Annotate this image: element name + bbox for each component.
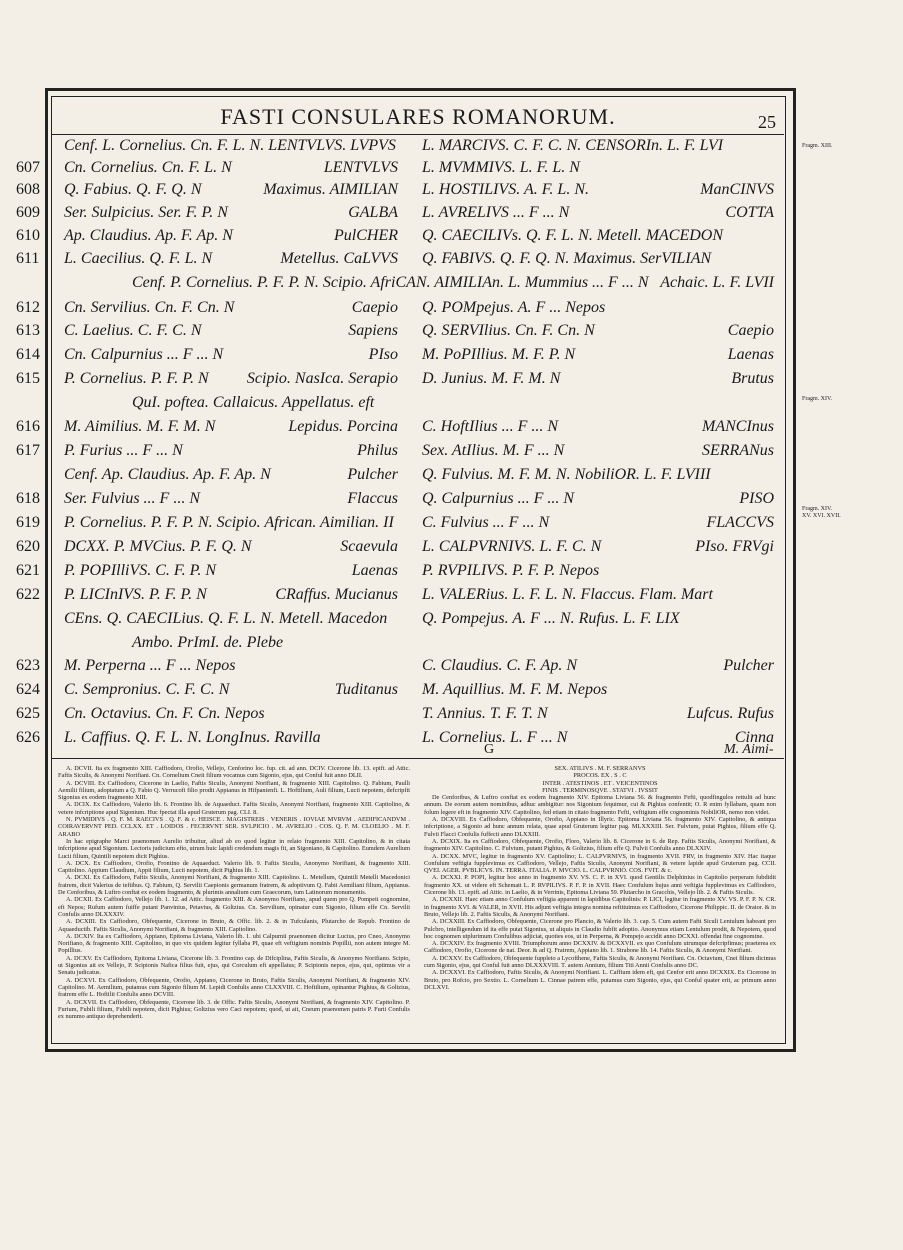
left-consul: M. Aimilius. M. F. M. N [64,418,216,435]
table-row [16,442,784,466]
left-consul: C. Sempronius. C. F. C. N [64,681,230,698]
year-cell: 610 [16,227,40,244]
left-cognomen: Philus [357,442,398,459]
right-cognomen: COTTA [725,204,774,221]
left-consul: Cenf. L. Cornelius. Cn. F. L. N. LENTVLVS. LVPVS [64,137,396,154]
table-row [52,274,784,298]
left-consul: P. POPIlliVS. C. F. P. N [64,562,217,579]
right-consul: T. Annius. T. F. T. N [422,705,548,722]
footnote-paragraph: N. PVMIDIVS . Q. F. M. RAECIVS . Q. F. & c. HEISCE . MAGISTREIS . VENERIS . IOVIAE MVRVM . AEDIFICANDVM . COIRAVERVNT PED. CCLXX. ET . LOIDOS . FECERVNT SER. SVLPICIO . M. AVRELIO . COS. Q. F. M. CLOELIO . M. F. ARABO [58,816,410,838]
margin-note: Fragm. XIV. XV. XVI. XVII. [802,506,841,519]
right-cognomen: ManCINVS [700,181,774,198]
left-consul: Ser. Sulpicius. Ser. F. P. N [64,204,228,221]
right-cognomen: Caepio [727,322,774,339]
right-cognomen: Laenas [727,346,774,363]
table-row [52,634,784,658]
signature-mark: G [484,742,495,757]
year-cell: 612 [16,299,40,316]
table-row [52,466,784,490]
right-cognomen: PIso. FRVgi [695,538,774,555]
left-consul: P. Furius ... F ... N [64,442,183,459]
footnotes-left-column [58,765,410,1035]
footnote-paragraph: De Cenforibus, & Luftro conftat ex eodem fragmento XIV. Epitoma Liviana 56. & fragmento Fefti, quodfingulos rettulit ad hunc annum. De eorum autem nominibus, adhuc ambigitur: nos Sigonium fequimur, cui & Pighius confentit; O. R enim fyllabam, quam non folum legere eft in fragmento XIV. Capitolino, fed etiam in citato fragmento Fefti, veftigium effe cognominis NobiliOR, nemo non videt. [424,794,776,816]
right-cognomen: PISO [739,490,774,507]
footnote-paragraph: A. DCXXIV. Ex fragmento XVIII. Triumphorum anno DCXXIV. & DCXXVII. ex quo Confulum utrumque defcripfimus; praeterea ex Caffiodoro, Orofio, Cicerone de nat. Deor. & ad Q. Fratrem, Appiano lib. 1. Strabone lib. 14. Faftis Siculis, & Anonymi Norifiani. [424,940,776,955]
table-row [16,538,784,562]
right-cognomen: Lufcus. Rufus [686,705,774,722]
right-consul: L. CALPVRNIVS. L. F. C. N [422,538,602,555]
footnote-paragraph: A. DCXXII. Haec etiam anno Confulum veftigia apparent in lapidibus Capitolinis: P. LICI, legitur in fragmento XV. VS. P. F. P. N. CR. in fragmento XVI. & VALER, in XVII. His adjunt veftigia integra nomina reftituimus ex Caffiodoro, Cicerone Philippic. II. de Orator. & in Bruto, Vellejo lib. 2. Faftis Siculis, & Anonymi Norifiani. [424,896,776,918]
footnote-paragraph: A. DCXVIII. Ex Caffiodoro, Obfequente, Orofio, Appiano in Illyric. Epitoma Liviana 56. fragmento XIV. Capitolino, & antiqua infcriptione, a Sigonio ad hunc annum relata, quae apud Gruterum legitur pag. MLXXXIII. Ser. Fulvium, putat Pighius, filium effe Q. Fulvii Flacci Confulis fuffecti anno DLXXIII. [424,816,776,838]
left-consul: L. Caffius. Q. F. L. N. LongInus. Ravilla [64,729,321,746]
year-cell: 617 [16,442,40,459]
left-consul: Cenf. Ap. Claudius. Ap. F. Ap. N [64,466,271,483]
year-cell: 609 [16,204,40,221]
page-number: 25 [758,112,776,132]
left-cognomen: Tuditanus [334,681,398,698]
table-row [16,322,784,346]
left-consul: Q. Fabius. Q. F. Q. N [64,181,202,198]
year-cell: 619 [16,514,40,531]
table-row [16,346,784,370]
table-row [16,705,784,729]
left-consul: P. Cornelius. P. F. P. N [64,370,209,387]
left-consul: CEns. Q. CAECILius. Q. F. L. N. Metell. Macedon [64,610,388,627]
left-consul: C. Laelius. C. F. C. N [64,322,202,339]
footnote-paragraph: A. DCXIV. Ita ex Caffiodoro, Appiano, Epitoma Liviana, Valerio lib. 1. ubi Calpurnii praenomen dicitur Lucius, pro Cneo, Anonymo Norifiano, & fragmento XIII. Capitolino, in quo vix quidem legitur fyllaba PI, quae eft veftigium nominis Popillii, non autem integre M. Popillius. [58,932,410,955]
left-cognomen: GALBA [348,204,398,221]
table-row [16,159,784,183]
full-line: QuI. poftea. Callaicus. Appellatus. eft [132,394,375,411]
inscription-line: PROCOS. EX . S . C [573,772,627,780]
inscription-block [424,765,776,794]
footnote-paragraph: In hac epigraphe Marci praenomen Aurelio tribuitur, aliud ab eo quod legitur in relato fragmento XIII. Capitolino, & in citata infcriptione apud Sigonium. Lectoris judicium efto, utrum huic lapidi credendum magis fit, an Sigoniano, & Capitolino. Eumdem Aurelium Lucii filium, Quintili nepotem dicit Pighius. [58,837,410,860]
year-cell: 624 [16,681,40,698]
footnote-paragraph: A. DCXV. Ex Caffiodoro, Epitoma Liviana, Cicerone lib. 3. Frontino cap. de Difciplina, Faftis Siculis, & Anonymo Norifiano. Scipio, ut Sigonius ait ex Vellejo, P. Scipionis Nafica filius fuit, ejus, qui Corculum eft appellatus; P. Scipionis nepos, ejus, qui, optimus vir a Senatu judicatus. [58,954,410,977]
right-consul: C. HoftIlius ... F ... N [422,418,559,435]
left-cognomen: Lepidus. Porcina [288,418,398,435]
left-cognomen: Maximus. AIMILIAN [263,181,398,198]
table-row [16,657,784,681]
left-cognomen: Pulcher [347,466,398,483]
footnote-paragraph: A. DCXVI. Ex Caffiodoro, Obfequente, Orofio, Appiano, Cicerone in Bruto, Faftis Siculis, Anonymi Norifiani, & fragmento XIV. Capitolino. M. Aemilium, putamus cum Sigonio filium M. Lepidi Confulis anno CLXXVIII. C. Hoftilium, opinantur Pighius, & Goltzius, fratrem effe L. Hoftilii Confulis anno DCVIII. [58,976,410,999]
footnotes-right-column [424,765,776,1035]
year-cell: 607 [16,159,40,176]
right-consul: L. VALERius. L. F. L. N. Flaccus. Flam. Mart [422,586,713,603]
left-consul: Cn. Cornelius. Cn. F. L. N [64,159,232,176]
left-consul: Cn. Calpurnius ... F ... N [64,346,224,363]
right-consul: Q. Calpurnius ... F ... N [422,490,575,507]
catchword: M. Aimi- [724,742,774,757]
left-cognomen: Laenas [351,562,398,579]
right-consul: Q. SERVIlius. Cn. F. Cn. N [422,322,595,339]
left-consul: Ap. Claudius. Ap. F. Ap. N [64,227,233,244]
right-consul: L. MARCIVS. C. F. C. N. CENSORIn. L. F. LVI [422,137,724,154]
left-cognomen: PulCHER [334,227,398,244]
right-consul: L. AVRELIVS ... F ... N [422,204,570,221]
footnote-paragraph: A. DCXII. Ex Caffiodoro, Vellejo lib. 1. 12. ad Attic. fragmento XIII. & Anonymo Norifiano, apud quem pro Q. Pompeii cognomine, eft Nepos; Rufum autem fuiffe putant Panvinius, Petavius, & Goltzius. Cn. Servilium, opinatur cum Sigonio, filium effe Cn. Servilii Confulis anno DLXXXIV. [58,896,410,918]
page-title: FASTI CONSULARES ROMANORUM. [220,104,616,129]
year-cell: 611 [16,250,40,267]
right-cognomen: Pulcher [723,657,774,674]
year-cell: 615 [16,370,40,387]
right-consul: Q. FABIVS. Q. F. Q. N. Maximus. SerVILIAN [422,250,712,267]
footnotes [52,758,784,1043]
right-consul: L. Cornelius. L. F ... N [422,729,568,746]
inscription-line: FINIS . TERMINOSQVE . STATVI . IVSSIT [542,786,658,794]
right-cognomen: SERRANus [702,442,774,459]
right-consul: L. MVMMIVS. L. F. L. N [422,159,580,176]
footnote-paragraph: A. DCXIX. Ita ex Caffiodoro, Obfequente, Orofio, Floro, Valerio lib. 8. Cicerone in 6. de Rep. Faftis Siculis, Anonymi Norifiani, & fragmento XIV. Capitolino. C. Fulvium, putant Pighius, & Goltzius, filium effe Q. Fulvii Confulis anno DLXXIV. [424,837,776,853]
footnote-paragraph: A. DCIX. Ex Caffiodoro, Valerio lib. 6. Frontino lib. de Aquaeduct. Faftis Siculis, Anonymi Norifiani, fragmento XIII. Capitolino, & vetere infcriptione apud Sigonium. Huc fpectat illa apud Gruterum pag. CLI. 8. [58,801,410,816]
right-cognomen: Brutus [731,370,774,387]
table-row [16,181,784,205]
right-consul: Q. Pompejus. A. F ... N. Rufus. L. F. LIX [422,610,680,627]
year-cell: 621 [16,562,40,579]
footnote-paragraph: A. DCXXVI. Ex Caffiodoro, Faftis Siculis, & Anonymi Norifiani. L. Caffium idem eft, qui Cenfor erit anno DCXXIX. Ex Cicerone in Bruto, pro Rofcio, pro Sextio. L. Cornelium L. Cinnae patrem effe, putamus cum Sigonio, ejus, qui Conful quater erit, ac primum anno DCLXVI. [424,969,776,991]
left-cognomen: Scaevula [340,538,398,555]
year-cell: 625 [16,705,40,722]
left-consul: Cn. Servilius. Cn. F. Cn. N [64,299,235,316]
right-consul: D. Junius. M. F. M. N [422,370,561,387]
left-consul: DCXX. P. MVCius. P. F. Q. N [64,538,252,555]
inscription-line: SEX. ATILIVS . M. F. SERRANVS [554,765,646,772]
year-cell: 616 [16,418,40,435]
left-consul: L. Caecilius. Q. F. L. N [64,250,213,267]
footnote-paragraph: A. DCXXV. Ex Caffiodoro, Obfequente fuppleto a Lycofthene, Faftis Siculis, & Anonymi Norifiani. Cn. Octavium, Cnei filium dicimus cum Sigonio, ejus, qui Conful fuit anno DLXXXVIII. T. autem Annium, filium Titi Annii Confulis anno DC. [424,954,776,970]
right-consul: Q. POMpejus. A. F ... Nepos [422,299,606,316]
right-consul: Q. Fulvius. M. F. M. N. NobiliOR. L. F. LVIII [422,466,711,483]
table-row [16,586,784,610]
table-row [16,562,784,586]
left-cognomen: PIso [368,346,398,363]
footnote-paragraph: A. DCX. Ex Caffiodoro, Orofio, Frontino de Aquaeduct. Valerio lib. 9. Faftis Siculis, Anonymo Norifiani, & fragmento XIII. Capitolino. Appium Claudium, Appii filium, Lucii nepotem, dicit Pighius lib. 1. [58,859,410,875]
table-row [16,681,784,705]
year-cell: 623 [16,657,40,674]
table-row [16,227,784,251]
right-cognomen: Cinna [734,729,774,746]
table-row [52,610,784,634]
left-consul: P. Cornelius. P. F. P. N. Scipio. African. Aimilian. II [64,514,394,531]
left-consul: Cn. Octavius. Cn. F. Cn. Nepos [64,705,265,722]
table-row [52,394,784,418]
table-row [16,418,784,442]
right-consul: P. RVPILIVS. P. F. P. Nepos [422,562,600,579]
year-cell: 622 [16,586,40,603]
full-line: Ambo. PrImI. de. Plebe [132,634,284,651]
right-cognomen: FLACCVS [706,514,774,531]
right-consul: M. PoPIllius. M. F. P. N [422,346,576,363]
inscription-line: INTER . ATESTINOS . ET . VEICENTINOS [542,779,658,787]
right-cognomen: Achaic. L. F. LVII [660,274,774,291]
left-cognomen: CRaffus. Mucianus [275,586,398,603]
footnote-paragraph: A. DCXXI. P. POPI, legitur hoc anno in fragmento XV. VS. C. F. in XVI. quod Gentilis Delphinius in Capitolio perperam fubdidit fragmento XX. ut videre eft Schematt L. P. RVPILIVS. P. F. P. in XVII. Haec Confulum hujus anni veftigia fupplevimus ex Caffiodoro, Cicerone lib. 13. epift. ad Attic. in Laelio, & in Verrinis, Epitoma Liviana 59. Plutarcho in Gracchis, Vellejo lib. 2. & Faftis Siculis. [424,874,776,897]
footnote-paragraph: A. DCXXIII. Ex Caffiodoro, Obfequente, Cicerone pro Plancio, & Valerio lib. 3. cap. 5. Cum autem Fafti Siculi Lentulum habeant pro Pulcbro, intelligendum id ita effe putat Sigonius, ut aliquis in Claudio fubfit adoptio. Anonymus etiam Lentulum prodit, & Nepotem, quod hoc cognomen utplurimum Confulibus adjiciat, quoties eos, ut in Perperna, & Pompejo accidit anno DCXXI. offendat fine cognomine. [424,918,776,940]
margin-note: Fragm. XIII. [802,143,833,149]
left-consul: P. LICInIVS. P. F. P. N [64,586,207,603]
footnote-paragraph: A. DCVII. Ita ex fragmento XIII. Caffiodoro, Orofio, Vellejo, Cenforino loc. fup. cit. ad ann. DCIV. Cicerone lib. 13. epift. ad Attic. Faftis Siculis, & Anonymi Norifiani. Cn. Cornelium Cneii filium vocamus cum Sigonio, ejus, qui Conful fuit anno DLII. [58,765,410,780]
left-cognomen: Metellus. CaLVVS [280,250,398,267]
footnote-paragraph: A. DCVIII. Ex Caffiodoro, Cicerone in Laelio, Faftis Siculis, Anonymi Norifiani, & fragmento XIII. Capitolino. Q. Fabium, Paulli Aemilii filium, adoptatum a Q. Fabio Q. Verrucofi filio prodit Appianus in Hifpanienfi. L. Hoftilium, Auli filium, Lucii nepotem, defcripfit Sigonius ex eodem fragmento XIII. [58,779,410,802]
footnote-paragraph: A. DCXIII. Ex Caffiodoro, Obfequente, Cicerone in Bruto, & Offic. lib. 2. & in Tufculanis, Plutarcho de Repub. Frontino de Aquaeductib. Faftis Siculis, Anonymi Norifiani, & fragmento XIII. Capitolino. [58,918,410,933]
right-consul: Q. CAECILIVs. Q. F. L. N. Metell. MACEDON [422,227,724,244]
table-row [16,490,784,514]
left-consul: M. Perperna ... F ... Nepos [64,657,236,674]
right-consul: C. Claudius. C. F. Ap. N [422,657,577,674]
year-cell: 608 [16,181,40,198]
table-row [16,250,784,274]
year-cell: 626 [16,729,40,746]
right-consul: Sex. AtIlius. M. F ... N [422,442,565,459]
year-cell: 613 [16,322,40,339]
left-cognomen: Scipio. NasIca. Serapio [246,370,398,387]
table-row [52,137,784,161]
year-cell: 618 [16,490,40,507]
left-cognomen: Flaccus [347,490,398,507]
right-consul: M. Aquillius. M. F. M. Nepos [422,681,608,698]
table-row [16,204,784,228]
footnote-paragraph: A. DCXX. MVC, legitur in fragmento XV. Capitolino; L. CALPVRNIVS, in fragmento XVII. FRV, in fragmento XIV. Hac itaque Confulum veftigia fupplevimus ex Caffiodoro, Vellejo, Faftis Siculis, Anonymi Norifiani, & vetere lapide apud Gruterum pag. CCII. QVEI. AGER. PVBLICVS. IN. TERRA. ITALIA. P. MVCIO. L. CALPVRNIO. COS. FVIT. & c. [424,852,776,875]
right-consul: L. HOSTILIVS. A. F. L. N. [422,181,589,198]
table-row [16,729,784,753]
left-consul: Ser. Fulvius ... F ... N [64,490,200,507]
right-cognomen: MANCInus [702,418,774,435]
page-header [52,100,784,135]
left-cognomen: Sapiens [348,322,398,339]
year-cell: 614 [16,346,40,363]
footnote-paragraph: A. DCXVII. Ex Caffiodoro, Obfequente, Cicerone lib. 3. de Offic. Faftis Siculis, Anonymi Norifiani, & fragmento XIV. Capitolino. P. Furium, Fubili filium, Fubili nepotem, dicit Pighius; Goltzius vero Caci nepotem; quod, ut ait, Cneum praenomen patris P. Furii Confulis ex nummo antiquo deprehenderit. [58,998,410,1021]
table-row [16,370,784,394]
margin-note: Fragm. XIV. [802,396,833,402]
table-row [16,299,784,323]
right-consul: C. Fulvius ... F ... N [422,514,550,531]
table-row [16,514,784,538]
full-line: Cenf. P. Cornelius. P. F. P. N. Scipio. AfriCAN. AIMILIAn. L. Mummius ... F ... N [132,274,649,291]
footnote-paragraph: A. DCXI. Ex Caffiodoro, Faftis Siculis, Anonymi Norifiani, & fragmento XIII. Capitolino. L. Metellum, Quintili Metelli Macedonici fratrem, dicit Valerius de teftibus. Q. Fabium, Q. Servilii Caepionis germanum fratrem, & adoptivum Q. Fabii Aemiliani filium, Appianus. De Cenforibus, & Luftro conftat ex eodem fragmento, & plurimis annalium cum Graecorum, tum Latinorum monumentis. [58,874,410,897]
left-cognomen: Caepio [351,299,398,316]
year-cell: 620 [16,538,40,555]
left-cognomen: LENTVLVS [323,159,398,176]
